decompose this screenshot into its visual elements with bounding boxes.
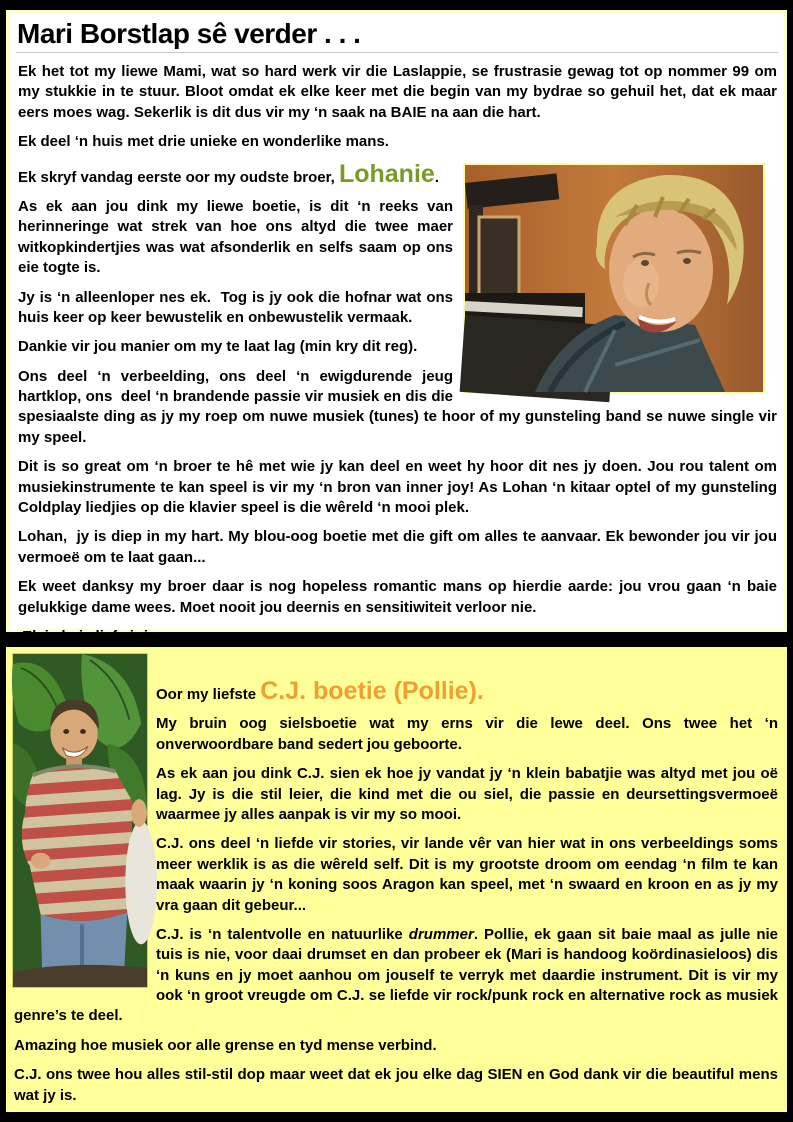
drummer-italic-word: drummer [408,925,474,943]
intro-paragraph: Ek het tot my liewe Mami, wat so hard werk vir die Laslappie, se frustrasie gewag tot op nommer 99 om my stukkie in te stuur. Bloot omdat ek elke keer met die begin van my bydrae so gehuil het, dat ek maar eers moes wag. Sekerlik is dit dus vir my ‘n saak na BAIE na aan die hart. [18,63,782,121]
closing-line: Ek is baie lief vir jou. [18,627,171,645]
paragraph: Jy is ‘n alleenloper nes ek. Tog is jy ook die hofnar wat ons huis keer op keer bewustelik en onbewustelik vermaak. [18,288,458,326]
brother-name-lohanie: Lohanie [338,159,435,188]
paragraph: Dit is so great om ‘n broer te hê met wie jy kan deel en weet hy hoor dit nes jy doen. Jou rou talent om musiekinstrumente te kan speel is vir my ‘n bron van inner joy! As Lohan ‘n kitaar optel of my gunsteling Coldplay liedjies op die klavier speel is die wêreld ‘n mooi plek. [18,458,782,517]
paragraph: Ons deel ‘n verbeelding, ons deel ‘n ewigdurende jeug hartklop, ons deel ‘n brandende passie vir musiek en dis die spesiaalste ding as jy my roep om nuwe musiek (tunes) te hoor of my gunsteling band se nuwe single vir my speel. [18,367,782,446]
intro-paragraph: Ek deel ‘n huis met drie unieke en wonderlike mans. [18,133,389,151]
letter-section-cj [6,647,787,1112]
paragraph: C.J. ons twee hou alles stil-stil dop maar weet dat ek jou elke dag SIEN en God dank vir die beautiful mens wat jy is. [14,1066,783,1104]
paragraph: Ek weet danksy my broer daar is nog hopeless romantic mans op hierdie aarde: jou vrou gaan ‘n baie gelukkige dame wees. Moet nooit jou deernis en sensitiwiteit verloor nie. [18,578,782,616]
paragraph: Lohan, jy is diep in my hart. My blou-oog boetie met die gift om alles te aanvaar. Ek bewonder jou vir jou vermoeë om te laat gaan... [18,528,782,566]
paragraph: Dankie vir jou manier om my te laat lag (min kry dit reg). [18,338,418,356]
brother-line-suffix: . [434,168,439,186]
paragraph: My bruin oog sielsboetie wat my erns vir die lewe deel. Ons twee het ‘n onverwoordbare band sedert jou geboorte. [156,715,783,753]
paragraph: As ek aan jou dink my liewe boetie, is dit ‘n reeks van herinneringe wat strek van hoe ons altyd die twee maer witkopkindertjies was wat afsonderlik en selfs saam op ons eie togte is. [18,197,458,277]
title-divider [16,52,778,53]
paragraph: As ek aan jou dink C.J. sien ek hoe jy vandat jy ‘n klein babatjie was altyd met jou oë lag. Jy is die stil leier, die kind met die ou siel, die passie en deursettingsvermoeë waarmee jy alles aanpak is vir my so mooi. [156,765,783,823]
cj-heading-prefix: Oor my liefste [156,686,261,703]
brother-line-prefix: Ek skryf vandag eerste oor my oudste broer, [18,168,339,186]
drummer-paragraph-before: C.J. is ‘n talentvolle en natuurlike [156,925,409,943]
lohan-photo [463,163,765,394]
cj-photo [12,653,148,988]
letter-section-lohan [6,10,787,645]
cj-heading-name: C.J. boetie (Pollie). [260,677,484,705]
page-title: Mari Borstlap sê verder . . . [17,18,361,49]
drummer-paragraph-after: . Pollie, ek gaan sit baie maal as julle nie tuis is nie, voor daai drumset en dan probeer ek (Mari is handoog koördinasieloos) dis ‘n kuns en jy moet aanhou om jouself te verryk met daardie instrument. Dit is vir my ook ‘n groot vreugde om C.J. se liefde vir rock/punk rock en alternative rock as musiek genre’s te deel. [14,925,783,1025]
paragraph: C.J. ons deel ‘n liefde vir stories, vir lande vêr van hier wat in ons verbeeldings soms meer werklik is as die wêreld self. Dit is my grootste droom om eendag ‘n film te kan maak waarin jy ‘n koning soos Aragon kan speel, met ‘n swaard en kroon en as jy my vra gaan dit gebeur... [156,835,783,914]
paragraph: Amazing hoe musiek oor alle grense en tyd mense verbind. [14,1036,437,1054]
